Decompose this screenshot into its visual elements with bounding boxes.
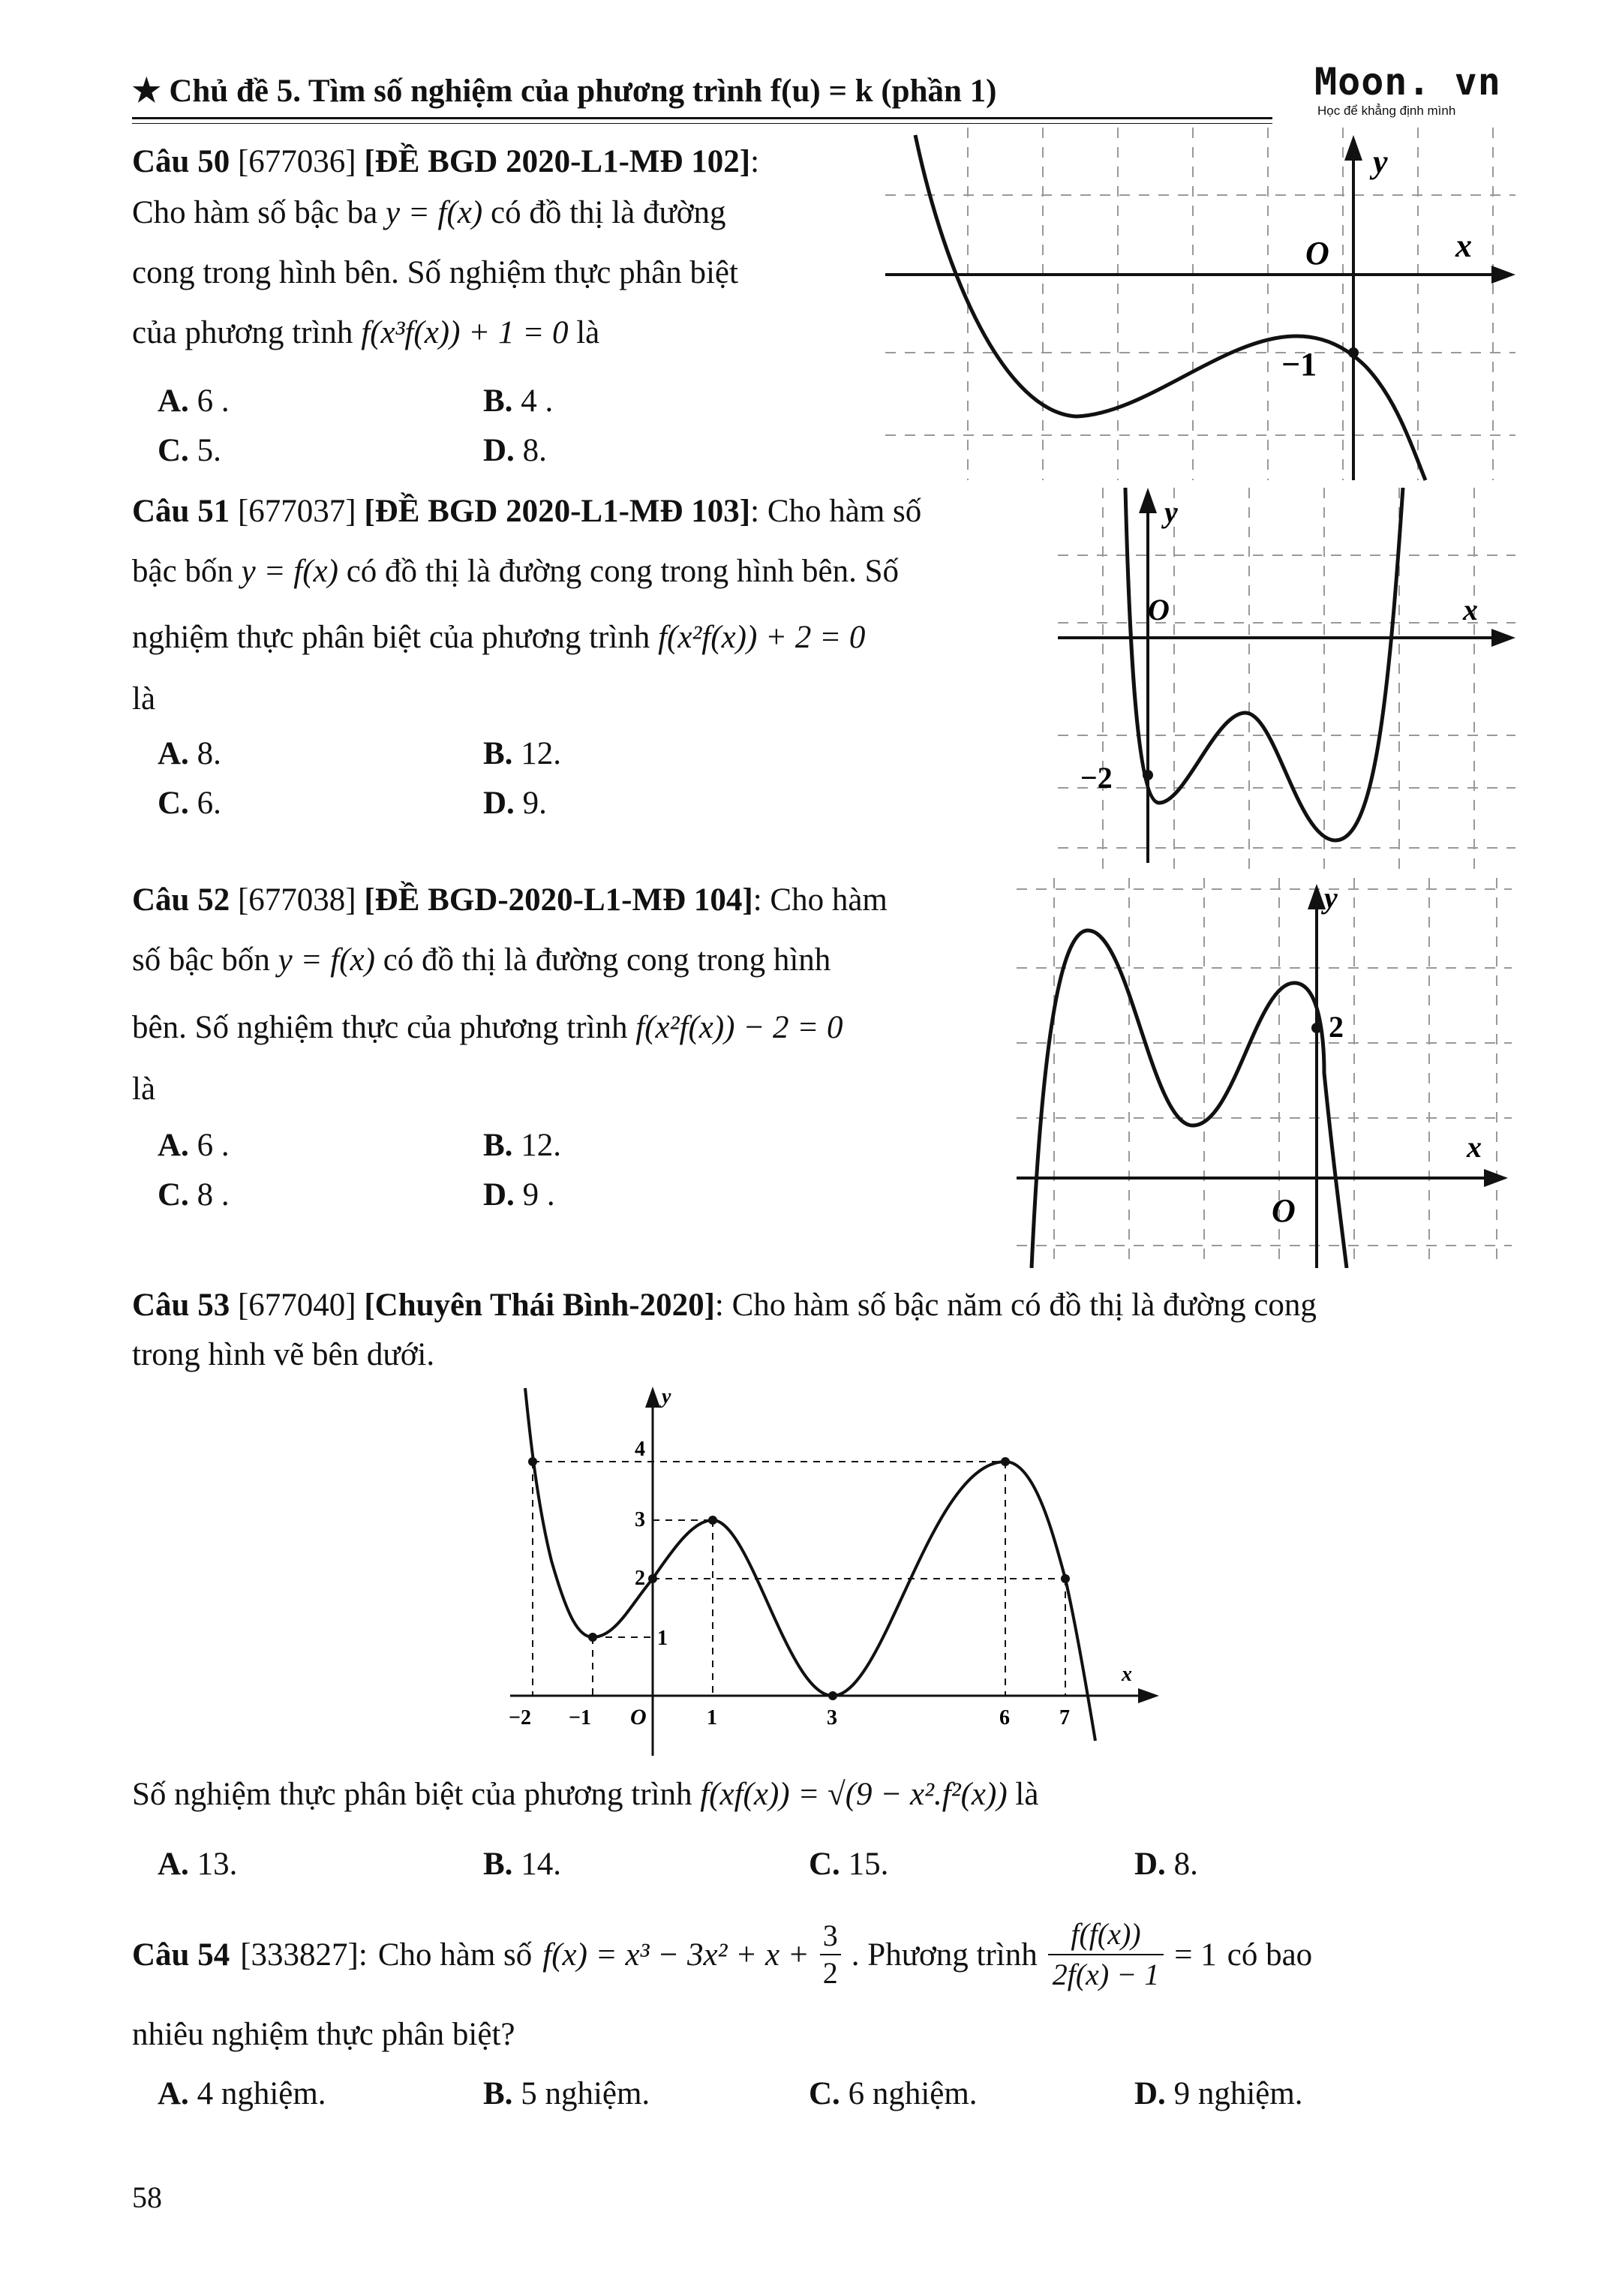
q53-y-arrow bbox=[645, 1387, 660, 1408]
q53-y-tick: 1 bbox=[657, 1627, 668, 1650]
q51-option-d[interactable]: D. 9. bbox=[483, 786, 547, 821]
q50-x-arrow bbox=[1491, 266, 1515, 284]
q52-option-b[interactable]: B. 12. bbox=[483, 1128, 561, 1163]
q53-y-tick: 3 bbox=[635, 1508, 645, 1531]
q52-text: Cho hàm bbox=[770, 882, 888, 918]
q52-option-a[interactable]: A. 6 . bbox=[158, 1128, 230, 1163]
q53-x-arrow bbox=[1138, 1688, 1159, 1703]
q51-text3: có đồ thị là đường cong trong hình bên. Số bbox=[346, 554, 900, 589]
q51-line2 bbox=[132, 542, 899, 602]
q53-point bbox=[648, 1574, 657, 1583]
q53-label: Câu 53 bbox=[132, 1288, 230, 1323]
q53-y-tick: 4 bbox=[635, 1438, 645, 1461]
q50-y-arrow bbox=[1344, 135, 1362, 161]
q50-tick: −1 bbox=[1281, 346, 1317, 383]
q50-line2 bbox=[132, 183, 726, 243]
q53-code: [677040] bbox=[237, 1288, 356, 1323]
q54-option-b[interactable]: B. 5 nghiệm. bbox=[483, 2076, 650, 2111]
q50-origin: O bbox=[1305, 235, 1329, 272]
q51-code: [677037] bbox=[237, 494, 356, 529]
q53-x-tick: 6 bbox=[999, 1706, 1010, 1730]
q51-x-label: x bbox=[1463, 593, 1478, 627]
q50-graph bbox=[885, 128, 1515, 488]
q53-line3 bbox=[132, 1765, 1038, 1825]
q54-code: [333827]: bbox=[240, 1937, 368, 1973]
q50-la: là bbox=[576, 315, 600, 350]
q52-line2 bbox=[132, 930, 831, 990]
q53-x-label: x bbox=[1122, 1663, 1132, 1686]
q50-point bbox=[1348, 347, 1359, 358]
brand-tagline: Học để khẳng định mình bbox=[1317, 104, 1456, 118]
q51-point bbox=[1143, 770, 1153, 780]
q53-guides bbox=[533, 1462, 1065, 1696]
q53-option-a[interactable]: A. 13. bbox=[158, 1847, 238, 1882]
q51-origin: O bbox=[1148, 593, 1170, 627]
q50-y-label: y bbox=[1373, 143, 1388, 180]
q53-x-tick: 3 bbox=[827, 1706, 837, 1730]
q54-function: f(x) = x³ − 3x² + x + bbox=[542, 1937, 810, 1973]
q52-text2: số bậc bốn bbox=[132, 942, 270, 978]
page-number: 58 bbox=[132, 2180, 162, 2214]
q52-math: y = f(x) bbox=[278, 942, 375, 978]
q53-text: Cho hàm số bậc năm có đồ thị là đường cong bbox=[731, 1288, 1317, 1323]
q52-source: [ĐỀ BGD-2020-L1-MĐ 104] bbox=[364, 882, 753, 918]
q54-frac-num: 3 bbox=[822, 1919, 838, 1952]
q50-equation: f(x³f(x)) + 1 = 0 bbox=[361, 315, 569, 350]
q54-line1 bbox=[132, 1910, 1312, 2000]
q53-la: là bbox=[1015, 1777, 1039, 1812]
q54-eq-den: 2f(x) − 1 bbox=[1048, 1954, 1164, 1994]
q50-x-label: x bbox=[1455, 227, 1472, 264]
q50-option-b[interactable]: B. 4 . bbox=[483, 383, 554, 419]
q52-label: Câu 52 bbox=[132, 882, 230, 918]
q53-y-tick: 2 bbox=[635, 1567, 645, 1590]
q52-y-arrow bbox=[1308, 884, 1326, 909]
q51-text4: nghiệm thực phân biệt của phương trình bbox=[132, 620, 650, 655]
q52-x-label: x bbox=[1467, 1130, 1482, 1164]
q52-point bbox=[1311, 1023, 1322, 1033]
q52-la: là bbox=[132, 1071, 156, 1107]
q53-source: [Chuyên Thái Bình-2020] bbox=[364, 1288, 715, 1323]
q54-frac-den: 2 bbox=[820, 1954, 841, 1991]
q51-graph bbox=[1058, 488, 1515, 878]
q53-line1: Câu 53 [677040] [Chuyên Thái Bình-2020]: Cho hàm số bậc năm có đồ thị là đường cong bbox=[132, 1288, 1317, 1323]
q50-source: [ĐỀ BGD 2020-L1-MĐ 102] bbox=[364, 144, 751, 179]
q52-origin: O bbox=[1272, 1192, 1296, 1229]
q54-option-d[interactable]: D. 9 nghiệm. bbox=[1134, 2076, 1303, 2111]
q54-fraction bbox=[820, 1918, 841, 1991]
q51-text2: bậc bốn bbox=[132, 554, 233, 589]
q53-point bbox=[1061, 1574, 1070, 1583]
q53-point bbox=[708, 1516, 717, 1525]
q53-graph bbox=[495, 1381, 1170, 1771]
star-icon: ★ bbox=[132, 74, 161, 109]
header-rule bbox=[132, 117, 1272, 119]
q50-option-d[interactable]: D. 8. bbox=[483, 433, 547, 468]
q51-line1: Câu 51 [677037] [ĐỀ BGD 2020-L1-MĐ 103]: Cho hàm số bbox=[132, 494, 922, 529]
q50-grid bbox=[885, 128, 1515, 480]
q51-curve bbox=[1125, 488, 1403, 840]
q52-line1: Câu 52 [677038] [ĐỀ BGD-2020-L1-MĐ 104]: Cho hàm bbox=[132, 882, 888, 918]
q51-x-arrow bbox=[1491, 629, 1515, 647]
q53-x-tick: −2 bbox=[509, 1706, 531, 1730]
q50-line3: cong trong hình bên. Số nghiệm thực phân biệt bbox=[132, 255, 738, 290]
chapter-title bbox=[132, 72, 997, 110]
q53-point bbox=[588, 1633, 597, 1642]
q53-x-tick: −1 bbox=[569, 1706, 591, 1730]
q51-tick: −2 bbox=[1080, 761, 1113, 795]
q51-equation: f(x²f(x)) + 2 = 0 bbox=[658, 620, 866, 655]
q51-y-arrow bbox=[1139, 488, 1157, 513]
q52-curve bbox=[1032, 930, 1347, 1268]
q52-code: [677038] bbox=[237, 882, 356, 918]
q52-line3 bbox=[132, 998, 843, 1058]
q51-y-label: y bbox=[1164, 495, 1178, 529]
q50-option-c[interactable]: C. 5. bbox=[158, 433, 221, 468]
q54-text: Cho hàm số bbox=[377, 1937, 533, 1973]
q52-option-c[interactable]: C. 8 . bbox=[158, 1177, 230, 1213]
header-rule-thin bbox=[132, 123, 1272, 124]
q53-text2: Số nghiệm thực phân biệt của phương trình bbox=[132, 1777, 692, 1812]
q51-option-b[interactable]: B. 12. bbox=[483, 736, 561, 771]
q53-x-tick: 7 bbox=[1059, 1706, 1070, 1730]
q50-text: Cho hàm số bậc ba bbox=[132, 195, 378, 230]
q54-option-a[interactable]: A. 4 nghiệm. bbox=[158, 2076, 326, 2111]
q53-origin: O bbox=[630, 1705, 647, 1730]
chapter-title-text: Chủ đề 5. Tìm số nghiệm của phương trình f(u) = k (phần 1) bbox=[169, 74, 997, 109]
q52-y-label: y bbox=[1324, 881, 1338, 915]
q50-option-a[interactable]: A. 6 . bbox=[158, 383, 230, 419]
q51-label: Câu 51 bbox=[132, 494, 230, 529]
q50-text-end: có đồ thị là đường bbox=[490, 195, 726, 230]
q51-option-a[interactable]: A. 8. bbox=[158, 736, 221, 771]
q51-la: là bbox=[132, 681, 156, 717]
q50-curve bbox=[915, 135, 1425, 480]
q52-text3: có đồ thị là đường cong trong hình bbox=[383, 942, 831, 978]
q54-text2: . Phương trình bbox=[851, 1937, 1038, 1973]
q53-equation: f(xf(x)) = √(9 − x².f²(x)) bbox=[700, 1777, 1008, 1812]
q51-math: y = f(x) bbox=[241, 554, 338, 589]
q53-point bbox=[828, 1691, 837, 1700]
q52-tick: 2 bbox=[1329, 1010, 1344, 1044]
q53-option-b[interactable]: B. 14. bbox=[483, 1847, 561, 1882]
q53-point bbox=[528, 1457, 537, 1466]
q51-source: [ĐỀ BGD 2020-L1-MĐ 103] bbox=[364, 494, 751, 529]
q50-line1: Câu 50 [677036] [ĐỀ BGD 2020-L1-MĐ 102]: bbox=[132, 144, 760, 179]
q54-label: Câu 54 bbox=[132, 1937, 230, 1973]
q53-curve bbox=[525, 1388, 1095, 1741]
q52-graph bbox=[1017, 878, 1512, 1268]
q54-option-c[interactable]: C. 6 nghiệm. bbox=[809, 2076, 978, 2111]
q54-equation-fraction bbox=[1048, 1915, 1164, 1994]
q53-point bbox=[1001, 1457, 1010, 1466]
q54-line2: nhiêu nghiệm thực phân biệt? bbox=[132, 2017, 515, 2052]
q51-line3 bbox=[132, 608, 865, 668]
q52-option-d[interactable]: D. 9 . bbox=[483, 1177, 555, 1213]
q52-equation: f(x²f(x)) − 2 = 0 bbox=[635, 1010, 843, 1045]
q53-line2: trong hình vẽ bên dưới. bbox=[132, 1337, 435, 1372]
q52-grid bbox=[1017, 878, 1512, 1268]
q53-option-c[interactable]: C. 15. bbox=[809, 1847, 889, 1882]
q50-label: Câu 50 bbox=[132, 144, 230, 179]
q53-y-label: y bbox=[662, 1385, 671, 1408]
q53-x-tick: 1 bbox=[707, 1706, 717, 1730]
q50-code: [677036] bbox=[237, 144, 356, 179]
q54-text3: có bao bbox=[1227, 1937, 1313, 1973]
q50-line4 bbox=[132, 303, 599, 363]
q51-text: Cho hàm số bbox=[767, 494, 922, 529]
brand-logo: Moon. vn bbox=[1314, 60, 1501, 104]
q54-eq-rhs: = 1 bbox=[1174, 1937, 1217, 1973]
q52-text4: bên. Số nghiệm thực của phương trình bbox=[132, 1010, 628, 1045]
q50-text2: của phương trình bbox=[132, 315, 353, 350]
q50-math: y = f(x) bbox=[385, 195, 483, 230]
q53-option-d[interactable]: D. 8. bbox=[1134, 1847, 1198, 1882]
q54-eq-num: f(f(x)) bbox=[1071, 1917, 1141, 1951]
q51-option-c[interactable]: C. 6. bbox=[158, 786, 221, 821]
